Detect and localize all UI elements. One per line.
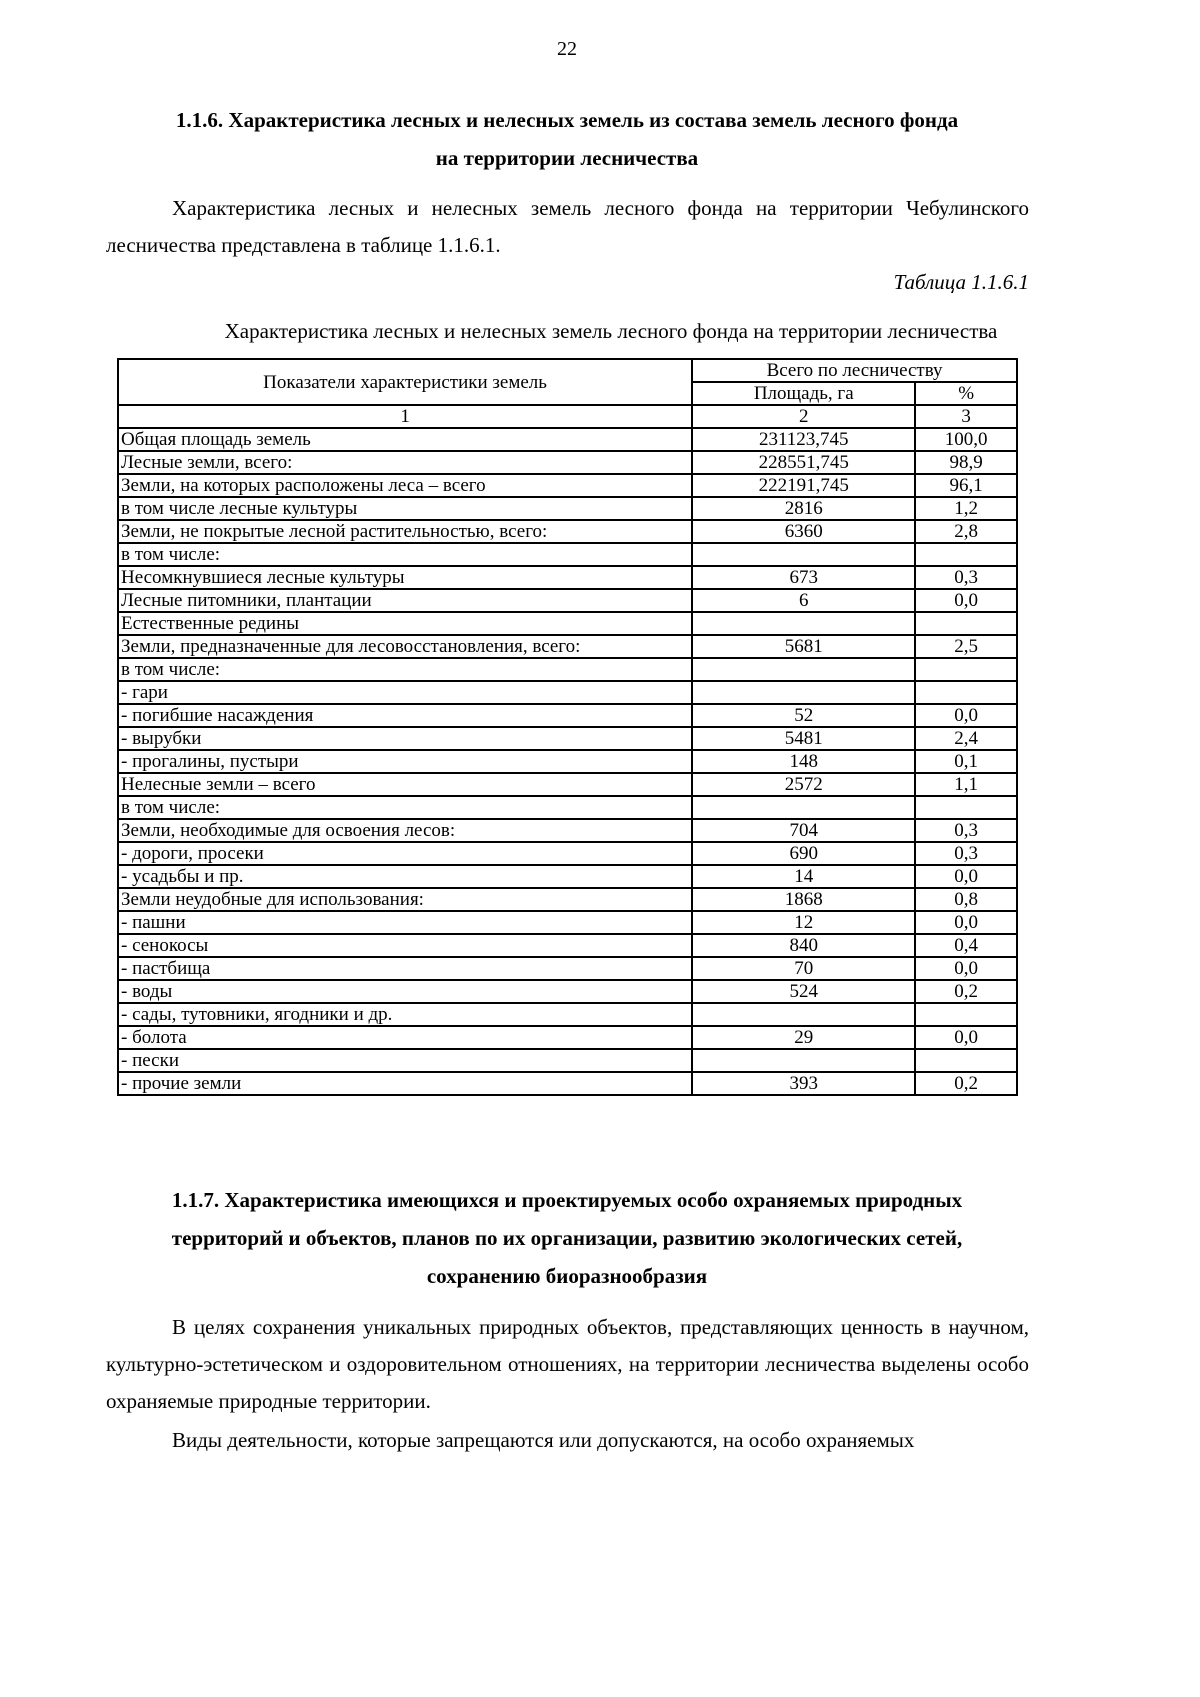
column-number: 3 [915, 405, 1017, 428]
row-label: в том числе: [118, 796, 692, 819]
row-percent [915, 796, 1017, 819]
row-percent: 96,1 [915, 474, 1017, 497]
row-area: 704 [692, 819, 915, 842]
table-row [118, 589, 1017, 612]
row-percent: 0,2 [915, 980, 1017, 1003]
intro-text: Характеристика лесных и нелесных земель лесного фонда на территории Чебулинского лесничества представлена в таблице 1.1.6.1. [106, 196, 1029, 257]
section-heading-1-1-7 [0, 1181, 1134, 1295]
row-label: - болота [118, 1026, 692, 1049]
row-area [692, 612, 915, 635]
body-paragraph [106, 1309, 1029, 1420]
row-percent: 0,1 [915, 750, 1017, 773]
table-row [118, 681, 1017, 704]
header-total: Всего по лесничеству [692, 359, 1017, 382]
table-row [118, 635, 1017, 658]
row-label: - гари [118, 681, 692, 704]
row-label: - прогалины, пустыри [118, 750, 692, 773]
table-number: Таблица 1.1.6.1 [893, 270, 1029, 294]
row-percent: 100,0 [915, 428, 1017, 451]
table-row [118, 543, 1017, 566]
table-row [118, 957, 1017, 980]
row-area: 70 [692, 957, 915, 980]
row-label: Земли, на которых расположены леса – всего [118, 474, 692, 497]
row-area: 6360 [692, 520, 915, 543]
row-label: - сады, тутовники, ягодники и др. [118, 1003, 692, 1026]
row-area: 393 [692, 1072, 915, 1095]
row-label: - пастбища [118, 957, 692, 980]
column-number: 1 [118, 405, 692, 428]
row-label: Общая площадь земель [118, 428, 692, 451]
table-row [118, 980, 1017, 1003]
row-label: - погибшие насаждения [118, 704, 692, 727]
heading-line: территорий и объектов, планов по их организации, развитию экологических сетей, [171, 1226, 963, 1250]
row-label: Земли неудобные для использования: [118, 888, 692, 911]
column-number-row [118, 405, 1017, 428]
row-area: 228551,745 [692, 451, 915, 474]
table-row [118, 796, 1017, 819]
row-area: 673 [692, 566, 915, 589]
row-percent: 0,3 [915, 566, 1017, 589]
row-percent: 0,4 [915, 934, 1017, 957]
row-percent: 0,0 [915, 704, 1017, 727]
table-row [118, 520, 1017, 543]
header-percent: % [915, 382, 1017, 405]
row-percent: 2,8 [915, 520, 1017, 543]
row-area: 2816 [692, 497, 915, 520]
row-area: 14 [692, 865, 915, 888]
row-area: 5481 [692, 727, 915, 750]
row-label: - сенокосы [118, 934, 692, 957]
row-percent [915, 1049, 1017, 1072]
row-area: 52 [692, 704, 915, 727]
row-percent [915, 543, 1017, 566]
intro-paragraph [106, 190, 1029, 264]
table-header-row [118, 359, 1017, 382]
row-percent: 1,1 [915, 773, 1017, 796]
row-percent: 0,8 [915, 888, 1017, 911]
body-text: Виды деятельности, которые запрещаются или допускаются, на особо охраняемых [172, 1428, 915, 1452]
row-label: Несомкнувшиеся лесные культуры [118, 566, 692, 589]
table-body [118, 428, 1017, 1095]
row-label: Нелесные земли – всего [118, 773, 692, 796]
row-percent [915, 612, 1017, 635]
row-label: Земли, необходимые для освоения лесов: [118, 819, 692, 842]
table-row [118, 658, 1017, 681]
heading-line: на территории лесничества [435, 146, 699, 170]
row-percent [915, 681, 1017, 704]
row-area [692, 1003, 915, 1026]
heading-line: 1.1.6. Характеристика лесных и нелесных земель из состава земель лесного фонда [175, 108, 959, 132]
row-label: Земли, не покрытые лесной растительностью, всего: [118, 520, 692, 543]
table-row [118, 865, 1017, 888]
row-label: - вырубки [118, 727, 692, 750]
table-row [118, 842, 1017, 865]
row-label: - дороги, просеки [118, 842, 692, 865]
row-label: Естественные редины [118, 612, 692, 635]
table-row [118, 566, 1017, 589]
row-label: в том числе: [118, 658, 692, 681]
row-area [692, 681, 915, 704]
row-percent: 0,0 [915, 865, 1017, 888]
row-area: 222191,745 [692, 474, 915, 497]
row-percent: 0,3 [915, 819, 1017, 842]
row-label: в том числе лесные культуры [118, 497, 692, 520]
body-paragraph [106, 1422, 1029, 1459]
row-label: в том числе: [118, 543, 692, 566]
heading-line: сохранению биоразнообразия [426, 1264, 708, 1288]
row-percent: 2,5 [915, 635, 1017, 658]
row-percent [915, 1003, 1017, 1026]
table-row [118, 428, 1017, 451]
row-percent: 0,2 [915, 1072, 1017, 1095]
row-label: - прочие земли [118, 1072, 692, 1095]
table-row [118, 888, 1017, 911]
row-area: 1868 [692, 888, 915, 911]
section-heading-1-1-6 [0, 101, 1134, 177]
table-row [118, 612, 1017, 635]
table-row [118, 497, 1017, 520]
row-area: 6 [692, 589, 915, 612]
row-area [692, 543, 915, 566]
row-area: 231123,745 [692, 428, 915, 451]
row-percent: 0,0 [915, 911, 1017, 934]
page-number: 22 [557, 38, 577, 60]
row-percent [915, 658, 1017, 681]
row-area [692, 796, 915, 819]
row-percent: 98,9 [915, 451, 1017, 474]
row-percent: 0,0 [915, 1026, 1017, 1049]
row-area: 2572 [692, 773, 915, 796]
row-label: - воды [118, 980, 692, 1003]
body-text: В целях сохранения уникальных природных объектов, представляющих ценность в научном, культурно-эстетическом и оздоровительном отношениях, на территории лесничества выделены особо охраняемые природные территории. [106, 1315, 1029, 1413]
table-row [118, 934, 1017, 957]
table-row [118, 727, 1017, 750]
table-row [118, 1072, 1017, 1095]
row-area: 690 [692, 842, 915, 865]
header-indicators: Показатели характеристики земель [118, 359, 692, 405]
table-row [118, 1026, 1017, 1049]
row-label: Лесные земли, всего: [118, 451, 692, 474]
land-characteristics-table [117, 358, 1018, 1096]
row-area: 5681 [692, 635, 915, 658]
row-area: 524 [692, 980, 915, 1003]
row-area: 840 [692, 934, 915, 957]
table-row [118, 704, 1017, 727]
table-row [118, 1049, 1017, 1072]
table-row [118, 911, 1017, 934]
row-label: - пашни [118, 911, 692, 934]
table-row [118, 451, 1017, 474]
table-row [118, 773, 1017, 796]
row-label: - усадьбы и пр. [118, 865, 692, 888]
row-percent: 2,4 [915, 727, 1017, 750]
row-percent: 0,0 [915, 589, 1017, 612]
row-area [692, 1049, 915, 1072]
row-label: Лесные питомники, плантации [118, 589, 692, 612]
header-area: Площадь, га [692, 382, 915, 405]
row-area: 12 [692, 911, 915, 934]
table-row [118, 819, 1017, 842]
table-row [118, 1003, 1017, 1026]
heading-line: 1.1.7. Характеристика имеющихся и проектируемых особо охраняемых природных [171, 1188, 963, 1212]
row-label: - пески [118, 1049, 692, 1072]
row-percent: 1,2 [915, 497, 1017, 520]
column-number: 2 [692, 405, 915, 428]
row-area: 29 [692, 1026, 915, 1049]
table-row [118, 750, 1017, 773]
row-percent: 0,3 [915, 842, 1017, 865]
row-area [692, 658, 915, 681]
row-percent: 0,0 [915, 957, 1017, 980]
row-label: Земли, предназначенные для лесовосстановления, всего: [118, 635, 692, 658]
table-caption: Характеристика лесных и нелесных земель лесного фонда на территории лесничества [224, 319, 998, 343]
row-area: 148 [692, 750, 915, 773]
table-row [118, 474, 1017, 497]
